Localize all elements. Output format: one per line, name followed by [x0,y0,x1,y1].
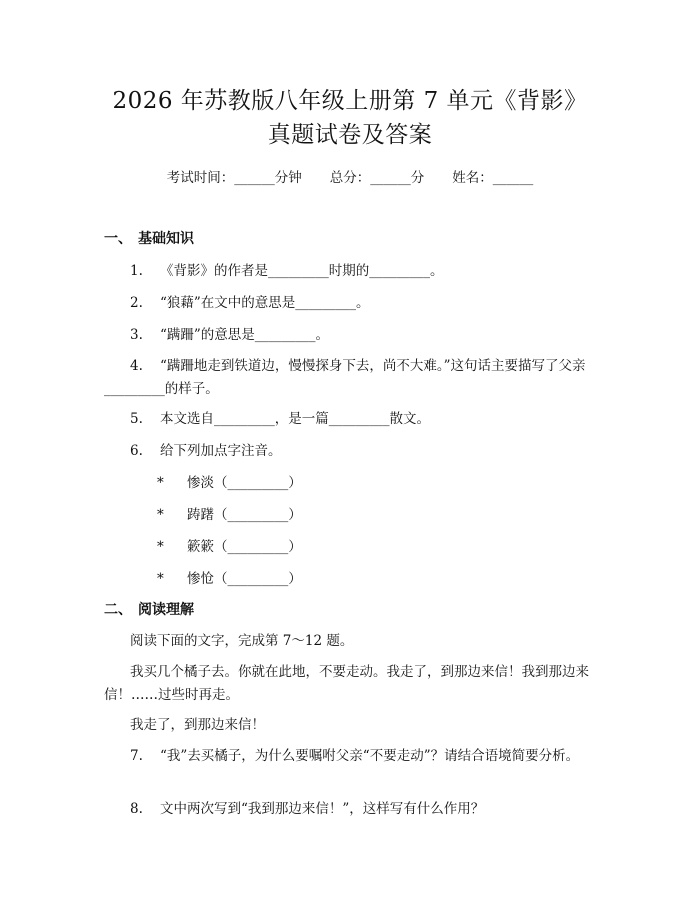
pinyin-text: 踌躇（_________） [187,507,302,523]
question-text: “狼藉”在文中的意思是_________。 [160,295,370,311]
bullet-star: * [157,475,164,491]
reading-passage-line: 我走了，到那边来信！ [130,717,265,733]
exam-time-unit: 分钟 [274,170,302,186]
bullet-star: * [157,571,164,587]
section-title: 阅读理解 [138,602,194,618]
exam-time-blank: ______ [234,170,275,186]
question-item [130,409,430,429]
pinyin-text: 簌簌（_________） [187,539,302,555]
question-text: “蹒跚地走到铁道边，慢慢探身下去，尚不大难。”这句话主要描写了父亲_________的样子。 [104,358,586,397]
reading-passage: 我买几个橘子去。你就在此地，不要走动。我走了，到那边来信！我到那边来信！……过些时再走。 [104,664,589,703]
pinyin-text: 惨怆（_________） [187,571,302,587]
question-item [130,799,484,819]
pinyin-item [157,505,302,525]
total-score [330,168,425,188]
question-number: 8. [130,801,143,817]
page-title-line1: 2026 年苏教版八年级上册第 7 单元《背影》 [112,88,588,114]
exam-time-label: 考试时间： [166,170,235,186]
question-text: “我”去买橘子，为什么要嘱咐父亲“不要走动”？请结合语境简要分析。 [160,748,580,764]
reading-intro: 阅读下面的文字，完成第 7～12 题。 [130,633,354,649]
total-score-unit: 分 [410,170,425,186]
exam-time [167,168,302,188]
question-text: “蹒跚”的意思是_________。 [160,327,330,343]
question-number: 1. [130,263,143,279]
total-score-blank: ______ [370,170,411,186]
question-item [104,745,604,768]
question-number: 7. [130,748,143,764]
student-name-label: 姓名： [452,170,493,186]
question-item [130,293,370,313]
question-number: 3. [130,327,143,343]
page-title-line2: 真题试卷及答案 [267,122,433,148]
student-name [452,168,533,188]
question-number: 5. [130,411,143,427]
pinyin-item [157,473,302,493]
question-number: 6. [130,443,143,459]
question-text: 给下列加点字注音。 [160,443,282,459]
question-item [130,261,444,281]
bullet-star: * [157,539,164,555]
section-heading-basics [104,229,194,249]
question-number: 4. [130,358,143,374]
question-number: 2. [130,295,143,311]
question-text: 本文选自_________，是一篇_________散文。 [160,411,430,427]
question-item [130,441,282,461]
section-title: 基础知识 [138,231,194,247]
question-text: 《背影》的作者是_________时期的_________。 [160,263,444,279]
exam-meta [0,168,700,188]
pinyin-item [157,537,302,557]
question-item [130,325,329,345]
pinyin-item [157,569,302,589]
bullet-star: * [157,507,164,523]
section-number: 一、 [104,231,132,247]
question-item [104,355,604,401]
section-number: 二、 [104,602,132,618]
total-score-label: 总分： [329,170,371,186]
question-text: 文中两次写到“我到那边来信！”，这样写有什么作用？ [160,801,485,817]
section-heading-reading [104,600,194,620]
student-name-blank: ______ [492,170,534,186]
pinyin-text: 惨淡（_________） [187,475,302,491]
